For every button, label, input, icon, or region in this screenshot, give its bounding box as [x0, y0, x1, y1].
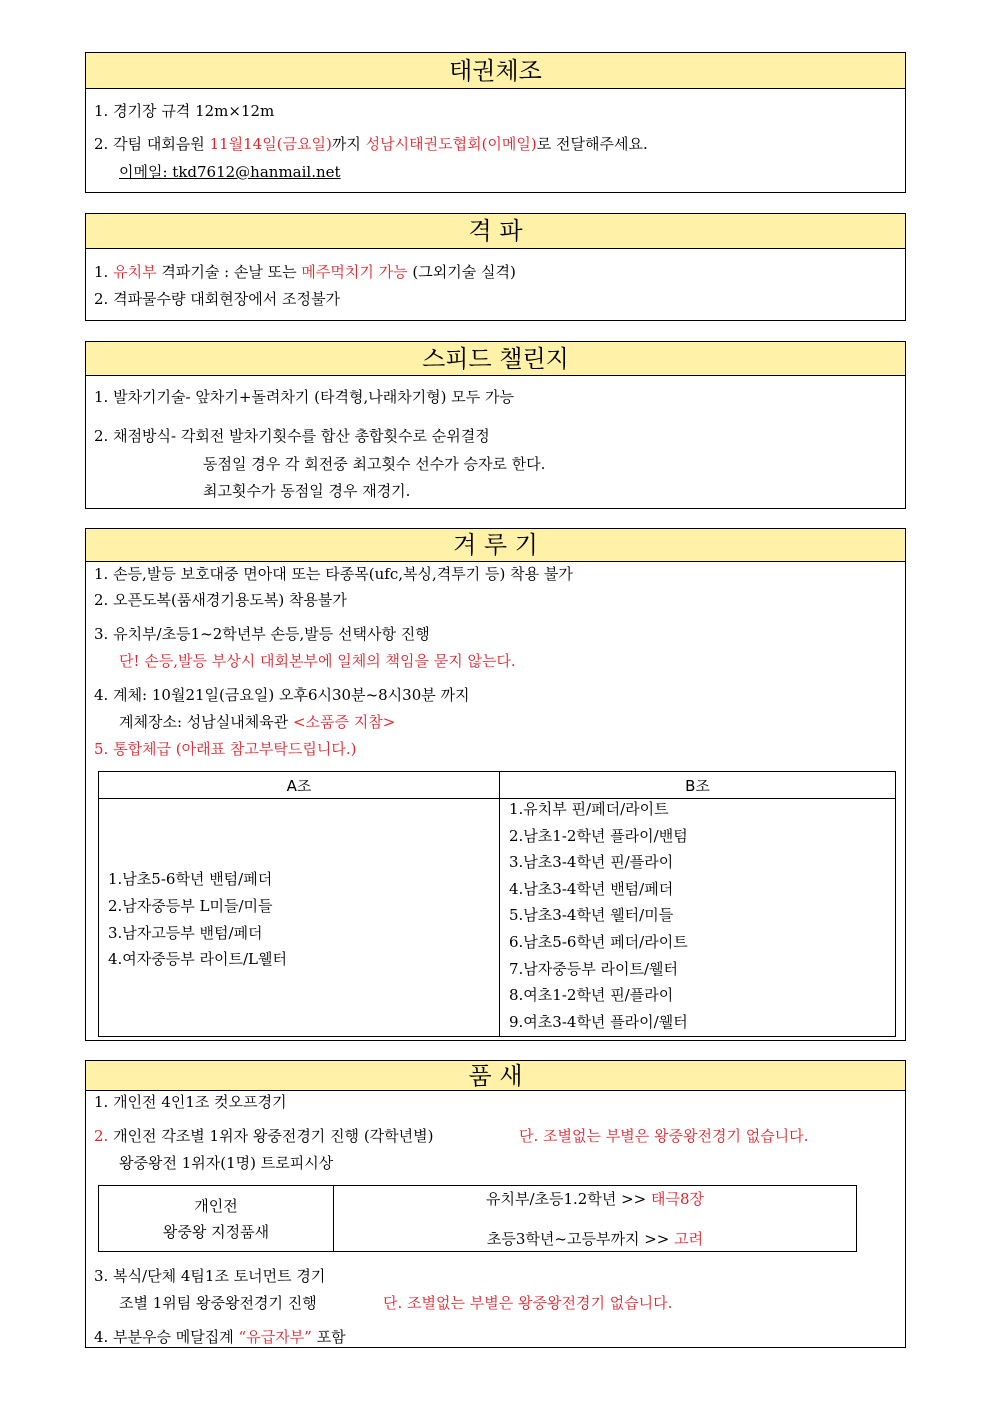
rule-line: 2. 개인전 각조별 1위자 왕중전경기 진행 (각학년별) [94, 1127, 434, 1145]
list-item: 9.여초3-4학년 플라이/웰터 [509, 1012, 688, 1031]
notice-line: 단. 조별없는 부별은 왕중왕전경기 없습니다. [519, 1127, 809, 1145]
email-link[interactable]: 이메일: tkd7612@hanmail.net [119, 163, 341, 181]
notice-line: 단. 조별없는 부별은 왕중왕전경기 없습니다. [383, 1294, 673, 1312]
table-header-b: B조 [500, 772, 896, 799]
list-item: 3.남자고등부 밴텀/페더 [108, 923, 263, 942]
section-poomsae [85, 1060, 906, 1348]
group-b-cell [500, 799, 896, 1037]
rule-line: 1. 경기장 규격 12m×12m [94, 102, 275, 120]
poomsae-table [98, 1185, 857, 1252]
section-title: 태권체조 [86, 53, 905, 89]
list-item: 5.남초3-4학년 웰터/미들 [509, 906, 674, 925]
rule-line: 1. 발차기기술- 앞차기+돌려차기 (타격형,나래차기형) 모두 가능 [94, 388, 515, 406]
rule-line: 4. 부분우승 메달집계 “유급자부” 포함 [94, 1328, 346, 1346]
list-item: 2.남자중등부 L미들/미들 [108, 897, 273, 916]
poomsae-value-cell: 유치부/초등1.2학년 >> 태극8장 초등3학년~고등부까지 >> 고려 [334, 1186, 857, 1252]
warning-line: 단! 손등,발등 부상시 대회본부에 일체의 책임을 묻지 않는다. [119, 652, 516, 670]
rule-line: 최고횟수가 동점일 경우 재경기. [203, 482, 411, 500]
table-header-a: A조 [99, 772, 500, 799]
list-item: 1.유치부 핀/페더/라이트 [509, 800, 669, 818]
rule-line: 2. 오픈도복(품새경기용도복) 착용불가 [94, 591, 347, 609]
group-a-cell [99, 799, 500, 1037]
rule-line: 3. 유치부/초등1~2학년부 손등,발등 선택사항 진행 [94, 625, 430, 643]
section-title: 스피드 챌린지 [86, 342, 905, 376]
rule-line: 3. 복식/단체 4팀1조 토너먼트 경기 [94, 1267, 326, 1285]
section-taekwon-gymnastics [85, 52, 906, 193]
rule-line: 4. 계체: 10월21일(금요일) 오후6시30분~8시30분 까지 [94, 686, 470, 704]
rule-line: 5. 통합체급 (아래표 참고부탁드립니다.) [94, 740, 357, 758]
section-title: 격 파 [86, 214, 905, 249]
rule-line: 2. 채점방식- 각회전 발차기횟수를 합산 총합횟수로 순위결정 [94, 427, 490, 445]
list-item: 6.남초5-6학년 페더/라이트 [509, 932, 688, 951]
rule-line: 1. 손등,발등 보호대중 면아대 또는 타종목(ufc,복싱,격투기 등) 착용 불가 [94, 565, 573, 583]
list-item: 2.남초1-2학년 플라이/밴텀 [509, 826, 688, 845]
list-item: 4.남초3-4학년 밴텀/페더 [509, 879, 674, 898]
rule-line: 1. 유치부 격파기술 : 손날 또는 메주먹치기 가능 (그외기술 실격) [94, 263, 516, 281]
rule-line: 왕중왕전 1위자(1명) 트로피시상 [119, 1154, 334, 1172]
poomsae-label-cell: 개인전 왕중왕 지정품새 [99, 1186, 334, 1252]
rule-line: 조별 1위팀 왕중왕전경기 진행 [119, 1294, 317, 1312]
rule-line: 1. 개인전 4인1조 컷오프경기 [94, 1093, 287, 1111]
section-breaking [85, 213, 906, 321]
list-item: 7.남자중등부 라이트/웰터 [509, 959, 679, 978]
list-item: 8.여초1-2학년 핀/플라이 [509, 986, 674, 1005]
list-item: 4.여자중등부 라이트/L웰터 [108, 950, 287, 969]
section-sparring [85, 528, 906, 1041]
list-item: 3.남초3-4학년 핀/플라이 [509, 853, 674, 872]
section-speed-challenge [85, 341, 906, 509]
section-title: 품 새 [86, 1061, 905, 1091]
weight-class-table [98, 771, 896, 1037]
list-item: 1.남초5-6학년 밴텀/페더 [108, 870, 273, 889]
rule-line: 계체장소: 성남실내체육관 <소품증 지참> [119, 713, 396, 731]
section-title: 겨 루 기 [86, 529, 905, 562]
rule-line: 2. 격파물수량 대회현장에서 조정불가 [94, 290, 340, 308]
rule-line: 동점일 경우 각 회전중 최고횟수 선수가 승자로 한다. [203, 455, 546, 473]
rule-line: 2. 각팀 대회음원 11월14일(금요일)까지 성남시태권도협회(이메일)로 전달해주세요. [94, 135, 648, 153]
